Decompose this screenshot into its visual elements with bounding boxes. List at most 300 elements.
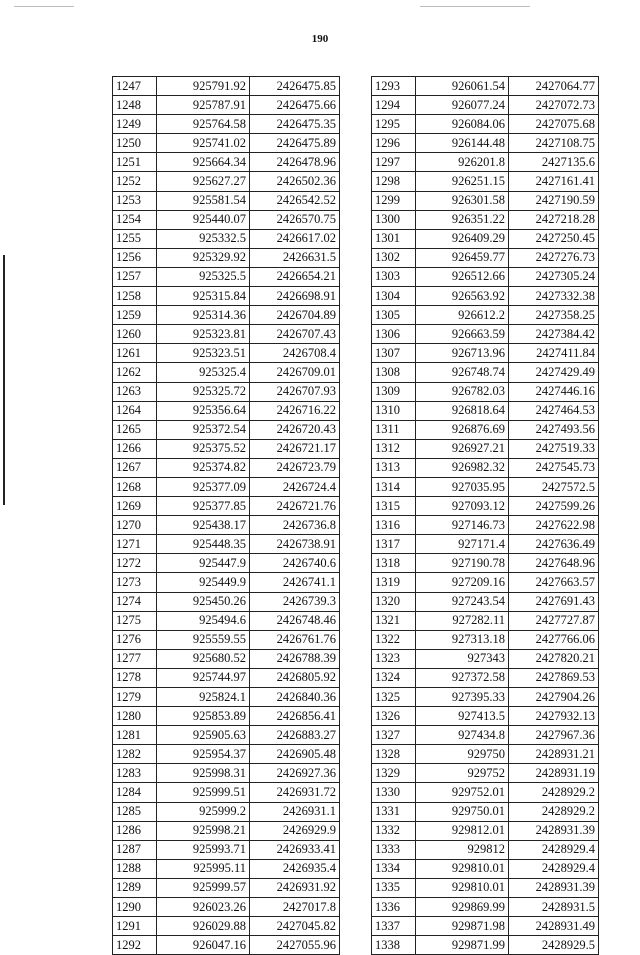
y-coordinate-cell: 2428929.5 — [509, 936, 599, 955]
point-number-cell: 1301 — [372, 229, 416, 248]
y-coordinate-cell: 2426478.96 — [250, 153, 340, 172]
point-number-cell: 1253 — [113, 191, 157, 210]
point-number-cell: 1316 — [372, 516, 416, 535]
point-number-cell: 1317 — [372, 535, 416, 554]
x-coordinate-cell: 925998.21 — [157, 821, 250, 840]
y-coordinate-cell: 2428929.2 — [509, 802, 599, 821]
table-row — [372, 516, 599, 535]
y-coordinate-cell: 2426931.72 — [250, 783, 340, 802]
x-coordinate-cell: 925998.31 — [157, 764, 250, 783]
point-number-cell: 1300 — [372, 210, 416, 229]
table-row — [113, 611, 340, 630]
x-coordinate-cell: 925993.71 — [157, 840, 250, 859]
point-number-cell: 1290 — [113, 898, 157, 917]
x-coordinate-cell: 927093.12 — [416, 497, 509, 516]
scan-artifact-top-left — [14, 6, 74, 7]
table-row — [113, 649, 340, 668]
y-coordinate-cell: 2427276.73 — [509, 248, 599, 267]
x-coordinate-cell: 926029.88 — [157, 917, 250, 936]
point-number-cell: 1320 — [372, 592, 416, 611]
x-coordinate-cell: 925325.5 — [157, 267, 250, 286]
table-row — [113, 229, 340, 248]
y-coordinate-cell: 2426738.91 — [250, 535, 340, 554]
table-row — [372, 688, 599, 707]
point-number-cell: 1323 — [372, 649, 416, 668]
point-number-cell: 1338 — [372, 936, 416, 955]
point-number-cell: 1309 — [372, 382, 416, 401]
table-row — [113, 764, 340, 783]
y-coordinate-cell: 2427691.43 — [509, 592, 599, 611]
y-coordinate-cell: 2428929.4 — [509, 840, 599, 859]
x-coordinate-cell: 929871.98 — [416, 917, 509, 936]
point-number-cell: 1283 — [113, 764, 157, 783]
x-coordinate-cell: 925744.97 — [157, 668, 250, 687]
table-row — [113, 325, 340, 344]
point-number-cell: 1268 — [113, 477, 157, 496]
point-number-cell: 1265 — [113, 420, 157, 439]
point-number-cell: 1257 — [113, 267, 157, 286]
table-row — [113, 248, 340, 267]
x-coordinate-cell: 926748.74 — [416, 363, 509, 382]
table-row — [372, 630, 599, 649]
point-number-cell: 1252 — [113, 172, 157, 191]
table-row — [372, 134, 599, 153]
y-coordinate-cell: 2427218.28 — [509, 210, 599, 229]
x-coordinate-cell: 927434.8 — [416, 726, 509, 745]
x-coordinate-cell: 927171.4 — [416, 535, 509, 554]
point-number-cell: 1331 — [372, 802, 416, 821]
point-number-cell: 1251 — [113, 153, 157, 172]
x-coordinate-cell: 926459.77 — [416, 248, 509, 267]
point-number-cell: 1336 — [372, 898, 416, 917]
table-row — [113, 382, 340, 401]
y-coordinate-cell: 2426709.01 — [250, 363, 340, 382]
y-coordinate-cell: 2427064.77 — [509, 77, 599, 96]
x-coordinate-cell: 926876.69 — [416, 420, 509, 439]
y-coordinate-cell: 2426724.4 — [250, 477, 340, 496]
x-coordinate-cell: 926563.92 — [416, 287, 509, 306]
point-number-cell: 1304 — [372, 287, 416, 306]
table-row — [113, 745, 340, 764]
y-coordinate-cell: 2426720.43 — [250, 420, 340, 439]
x-coordinate-cell: 926982.32 — [416, 458, 509, 477]
y-coordinate-cell: 2427045.82 — [250, 917, 340, 936]
y-coordinate-cell: 2426723.79 — [250, 458, 340, 477]
table-row — [113, 401, 340, 420]
point-number-cell: 1302 — [372, 248, 416, 267]
x-coordinate-cell: 925449.9 — [157, 573, 250, 592]
y-coordinate-cell: 2427622.98 — [509, 516, 599, 535]
x-coordinate-cell: 925374.82 — [157, 458, 250, 477]
table-row — [113, 535, 340, 554]
y-coordinate-cell: 2427250.45 — [509, 229, 599, 248]
y-coordinate-cell: 2428931.39 — [509, 821, 599, 840]
point-number-cell: 1337 — [372, 917, 416, 936]
y-coordinate-cell: 2427545.73 — [509, 458, 599, 477]
y-coordinate-cell: 2426721.76 — [250, 497, 340, 516]
table-row — [113, 115, 340, 134]
table-row — [113, 630, 340, 649]
table-row — [372, 554, 599, 573]
x-coordinate-cell: 925447.9 — [157, 554, 250, 573]
y-coordinate-cell: 2427055.96 — [250, 936, 340, 955]
point-number-cell: 1295 — [372, 115, 416, 134]
coordinates-table-left — [112, 76, 340, 955]
y-coordinate-cell: 2427904.26 — [509, 688, 599, 707]
x-coordinate-cell: 925377.09 — [157, 477, 250, 496]
x-coordinate-cell: 927413.5 — [416, 707, 509, 726]
y-coordinate-cell: 2427636.49 — [509, 535, 599, 554]
table-row — [113, 497, 340, 516]
x-coordinate-cell: 926251.15 — [416, 172, 509, 191]
x-coordinate-cell: 925494.6 — [157, 611, 250, 630]
point-number-cell: 1319 — [372, 573, 416, 592]
x-coordinate-cell: 927190.78 — [416, 554, 509, 573]
x-coordinate-cell: 929752.01 — [416, 783, 509, 802]
scan-artifact-top-right — [420, 6, 530, 7]
y-coordinate-cell: 2428931.39 — [509, 878, 599, 897]
x-coordinate-cell: 925356.64 — [157, 401, 250, 420]
y-coordinate-cell: 2427358.25 — [509, 306, 599, 325]
y-coordinate-cell: 2426927.36 — [250, 764, 340, 783]
point-number-cell: 1326 — [372, 707, 416, 726]
point-number-cell: 1289 — [113, 878, 157, 897]
y-coordinate-cell: 2427663.57 — [509, 573, 599, 592]
table-row — [372, 420, 599, 439]
y-coordinate-cell: 2427429.49 — [509, 363, 599, 382]
x-coordinate-cell: 925741.02 — [157, 134, 250, 153]
y-coordinate-cell: 2427766.06 — [509, 630, 599, 649]
point-number-cell: 1248 — [113, 96, 157, 115]
point-number-cell: 1277 — [113, 649, 157, 668]
y-coordinate-cell: 2426933.41 — [250, 840, 340, 859]
x-coordinate-cell: 927282.11 — [416, 611, 509, 630]
point-number-cell: 1269 — [113, 497, 157, 516]
point-number-cell: 1272 — [113, 554, 157, 573]
x-coordinate-cell: 925581.54 — [157, 191, 250, 210]
point-number-cell: 1282 — [113, 745, 157, 764]
y-coordinate-cell: 2426542.52 — [250, 191, 340, 210]
point-number-cell: 1329 — [372, 764, 416, 783]
table-row — [372, 535, 599, 554]
x-coordinate-cell: 925905.63 — [157, 726, 250, 745]
point-number-cell: 1256 — [113, 248, 157, 267]
y-coordinate-cell: 2427464.53 — [509, 401, 599, 420]
point-number-cell: 1297 — [372, 153, 416, 172]
y-coordinate-cell: 2427572.5 — [509, 477, 599, 496]
point-number-cell: 1254 — [113, 210, 157, 229]
y-coordinate-cell: 2426931.1 — [250, 802, 340, 821]
table-row — [113, 420, 340, 439]
x-coordinate-cell: 925791.92 — [157, 77, 250, 96]
x-coordinate-cell: 927243.54 — [416, 592, 509, 611]
point-number-cell: 1321 — [372, 611, 416, 630]
point-number-cell: 1249 — [113, 115, 157, 134]
table-row — [113, 77, 340, 96]
x-coordinate-cell: 927313.18 — [416, 630, 509, 649]
y-coordinate-cell: 2427967.36 — [509, 726, 599, 745]
table-row — [113, 859, 340, 878]
point-number-cell: 1291 — [113, 917, 157, 936]
y-coordinate-cell: 2428931.5 — [509, 898, 599, 917]
x-coordinate-cell: 926713.96 — [416, 344, 509, 363]
x-coordinate-cell: 926144.48 — [416, 134, 509, 153]
table-row — [113, 134, 340, 153]
table-row — [372, 229, 599, 248]
point-number-cell: 1305 — [372, 306, 416, 325]
table-row — [372, 668, 599, 687]
point-number-cell: 1303 — [372, 267, 416, 286]
y-coordinate-cell: 2427190.59 — [509, 191, 599, 210]
table-row — [372, 917, 599, 936]
x-coordinate-cell: 925448.35 — [157, 535, 250, 554]
point-number-cell: 1279 — [113, 688, 157, 707]
point-number-cell: 1266 — [113, 439, 157, 458]
scan-artifact-left-bar — [3, 255, 5, 505]
x-coordinate-cell: 929871.99 — [416, 936, 509, 955]
y-coordinate-cell: 2427161.41 — [509, 172, 599, 191]
table-row — [113, 267, 340, 286]
point-number-cell: 1315 — [372, 497, 416, 516]
y-coordinate-cell: 2427108.75 — [509, 134, 599, 153]
table-row — [372, 401, 599, 420]
table-row — [372, 783, 599, 802]
x-coordinate-cell: 925559.55 — [157, 630, 250, 649]
x-coordinate-cell: 925314.36 — [157, 306, 250, 325]
y-coordinate-cell: 2427869.53 — [509, 668, 599, 687]
table-row — [372, 802, 599, 821]
table-row — [372, 363, 599, 382]
table-row — [113, 210, 340, 229]
x-coordinate-cell: 929750 — [416, 745, 509, 764]
table-row — [113, 363, 340, 382]
table-row — [372, 172, 599, 191]
table-row — [113, 554, 340, 573]
y-coordinate-cell: 2428931.19 — [509, 764, 599, 783]
table-row — [372, 477, 599, 496]
y-coordinate-cell: 2427411.84 — [509, 344, 599, 363]
y-coordinate-cell: 2427305.24 — [509, 267, 599, 286]
y-coordinate-cell: 2426631.5 — [250, 248, 340, 267]
point-number-cell: 1325 — [372, 688, 416, 707]
point-number-cell: 1262 — [113, 363, 157, 382]
x-coordinate-cell: 925450.26 — [157, 592, 250, 611]
x-coordinate-cell: 927209.16 — [416, 573, 509, 592]
table-row — [372, 267, 599, 286]
point-number-cell: 1299 — [372, 191, 416, 210]
y-coordinate-cell: 2426840.36 — [250, 688, 340, 707]
page-number: 190 — [311, 33, 329, 45]
table-row — [372, 726, 599, 745]
point-number-cell: 1296 — [372, 134, 416, 153]
point-number-cell: 1264 — [113, 401, 157, 420]
table-row — [372, 936, 599, 955]
point-number-cell: 1311 — [372, 420, 416, 439]
x-coordinate-cell: 926663.59 — [416, 325, 509, 344]
y-coordinate-cell: 2426707.93 — [250, 382, 340, 401]
y-coordinate-cell: 2427017.8 — [250, 898, 340, 917]
y-coordinate-cell: 2427135.6 — [509, 153, 599, 172]
table-row — [113, 840, 340, 859]
x-coordinate-cell: 929810.01 — [416, 859, 509, 878]
point-number-cell: 1259 — [113, 306, 157, 325]
point-number-cell: 1310 — [372, 401, 416, 420]
y-coordinate-cell: 2427727.87 — [509, 611, 599, 630]
y-coordinate-cell: 2427446.16 — [509, 382, 599, 401]
point-number-cell: 1307 — [372, 344, 416, 363]
y-coordinate-cell: 2426698.91 — [250, 287, 340, 306]
table-row — [372, 439, 599, 458]
point-number-cell: 1288 — [113, 859, 157, 878]
table-row — [113, 439, 340, 458]
x-coordinate-cell: 925329.92 — [157, 248, 250, 267]
x-coordinate-cell: 926061.54 — [416, 77, 509, 96]
table-row — [113, 821, 340, 840]
point-number-cell: 1278 — [113, 668, 157, 687]
table-row — [113, 898, 340, 917]
y-coordinate-cell: 2427599.26 — [509, 497, 599, 516]
table-row — [113, 477, 340, 496]
point-number-cell: 1286 — [113, 821, 157, 840]
y-coordinate-cell: 2426739.3 — [250, 592, 340, 611]
x-coordinate-cell: 925377.85 — [157, 497, 250, 516]
x-coordinate-cell: 926612.2 — [416, 306, 509, 325]
point-number-cell: 1322 — [372, 630, 416, 649]
x-coordinate-cell: 925680.52 — [157, 649, 250, 668]
table-row — [372, 611, 599, 630]
x-coordinate-cell: 925315.84 — [157, 287, 250, 306]
point-number-cell: 1318 — [372, 554, 416, 573]
x-coordinate-cell: 925787.91 — [157, 96, 250, 115]
x-coordinate-cell: 926023.26 — [157, 898, 250, 917]
table-row — [113, 802, 340, 821]
point-number-cell: 1284 — [113, 783, 157, 802]
point-number-cell: 1313 — [372, 458, 416, 477]
point-number-cell: 1287 — [113, 840, 157, 859]
table-row — [372, 878, 599, 897]
table-row — [113, 287, 340, 306]
x-coordinate-cell: 925664.34 — [157, 153, 250, 172]
y-coordinate-cell: 2426617.02 — [250, 229, 340, 248]
y-coordinate-cell: 2428931.49 — [509, 917, 599, 936]
x-coordinate-cell: 927343 — [416, 649, 509, 668]
table-row — [372, 458, 599, 477]
x-coordinate-cell: 929752 — [416, 764, 509, 783]
x-coordinate-cell: 926927.21 — [416, 439, 509, 458]
point-number-cell: 1306 — [372, 325, 416, 344]
y-coordinate-cell: 2428929.2 — [509, 783, 599, 802]
y-coordinate-cell: 2427072.73 — [509, 96, 599, 115]
point-number-cell: 1275 — [113, 611, 157, 630]
point-number-cell: 1280 — [113, 707, 157, 726]
x-coordinate-cell: 927146.73 — [416, 516, 509, 535]
x-coordinate-cell: 926201.8 — [416, 153, 509, 172]
x-coordinate-cell: 925375.52 — [157, 439, 250, 458]
x-coordinate-cell: 925627.27 — [157, 172, 250, 191]
table-row — [372, 248, 599, 267]
table-row — [372, 191, 599, 210]
x-coordinate-cell: 929812.01 — [416, 821, 509, 840]
x-coordinate-cell: 926084.06 — [416, 115, 509, 134]
point-number-cell: 1332 — [372, 821, 416, 840]
table-row — [372, 287, 599, 306]
y-coordinate-cell: 2427932.13 — [509, 707, 599, 726]
x-coordinate-cell: 925438.17 — [157, 516, 250, 535]
x-coordinate-cell: 926351.22 — [416, 210, 509, 229]
table-row — [372, 497, 599, 516]
y-coordinate-cell: 2426570.75 — [250, 210, 340, 229]
x-coordinate-cell: 925999.2 — [157, 802, 250, 821]
point-number-cell: 1255 — [113, 229, 157, 248]
point-number-cell: 1258 — [113, 287, 157, 306]
table-row — [372, 707, 599, 726]
coordinates-table-left-body — [113, 77, 340, 955]
point-number-cell: 1327 — [372, 726, 416, 745]
y-coordinate-cell: 2426761.76 — [250, 630, 340, 649]
x-coordinate-cell: 926301.58 — [416, 191, 509, 210]
x-coordinate-cell: 929812 — [416, 840, 509, 859]
y-coordinate-cell: 2427332.38 — [509, 287, 599, 306]
x-coordinate-cell: 926047.16 — [157, 936, 250, 955]
point-number-cell: 1271 — [113, 535, 157, 554]
point-number-cell: 1292 — [113, 936, 157, 955]
y-coordinate-cell: 2426935.4 — [250, 859, 340, 878]
table-row — [372, 153, 599, 172]
y-coordinate-cell: 2426654.21 — [250, 267, 340, 286]
x-coordinate-cell: 926818.64 — [416, 401, 509, 420]
x-coordinate-cell: 929869.99 — [416, 898, 509, 917]
table-row — [113, 344, 340, 363]
table-row — [372, 344, 599, 363]
point-number-cell: 1294 — [372, 96, 416, 115]
table-row — [372, 325, 599, 344]
x-coordinate-cell: 925853.89 — [157, 707, 250, 726]
y-coordinate-cell: 2426475.85 — [250, 77, 340, 96]
x-coordinate-cell: 925999.51 — [157, 783, 250, 802]
point-number-cell: 1298 — [372, 172, 416, 191]
table-row — [113, 688, 340, 707]
table-row — [372, 96, 599, 115]
table-row — [372, 306, 599, 325]
point-number-cell: 1333 — [372, 840, 416, 859]
table-row — [113, 726, 340, 745]
y-coordinate-cell: 2427648.96 — [509, 554, 599, 573]
table-row — [113, 668, 340, 687]
y-coordinate-cell: 2426502.36 — [250, 172, 340, 191]
table-row — [372, 115, 599, 134]
y-coordinate-cell: 2426708.4 — [250, 344, 340, 363]
x-coordinate-cell: 929810.01 — [416, 878, 509, 897]
x-coordinate-cell: 926077.24 — [416, 96, 509, 115]
point-number-cell: 1250 — [113, 134, 157, 153]
point-number-cell: 1324 — [372, 668, 416, 687]
y-coordinate-cell: 2426475.89 — [250, 134, 340, 153]
y-coordinate-cell: 2426883.27 — [250, 726, 340, 745]
point-number-cell: 1293 — [372, 77, 416, 96]
point-number-cell: 1270 — [113, 516, 157, 535]
coordinates-table-right-body — [372, 77, 599, 955]
table-row — [113, 153, 340, 172]
point-number-cell: 1263 — [113, 382, 157, 401]
table-row — [113, 516, 340, 535]
point-number-cell: 1273 — [113, 573, 157, 592]
point-number-cell: 1334 — [372, 859, 416, 878]
table-row — [113, 936, 340, 955]
y-coordinate-cell: 2427075.68 — [509, 115, 599, 134]
y-coordinate-cell: 2426475.66 — [250, 96, 340, 115]
point-number-cell: 1314 — [372, 477, 416, 496]
table-row — [372, 210, 599, 229]
